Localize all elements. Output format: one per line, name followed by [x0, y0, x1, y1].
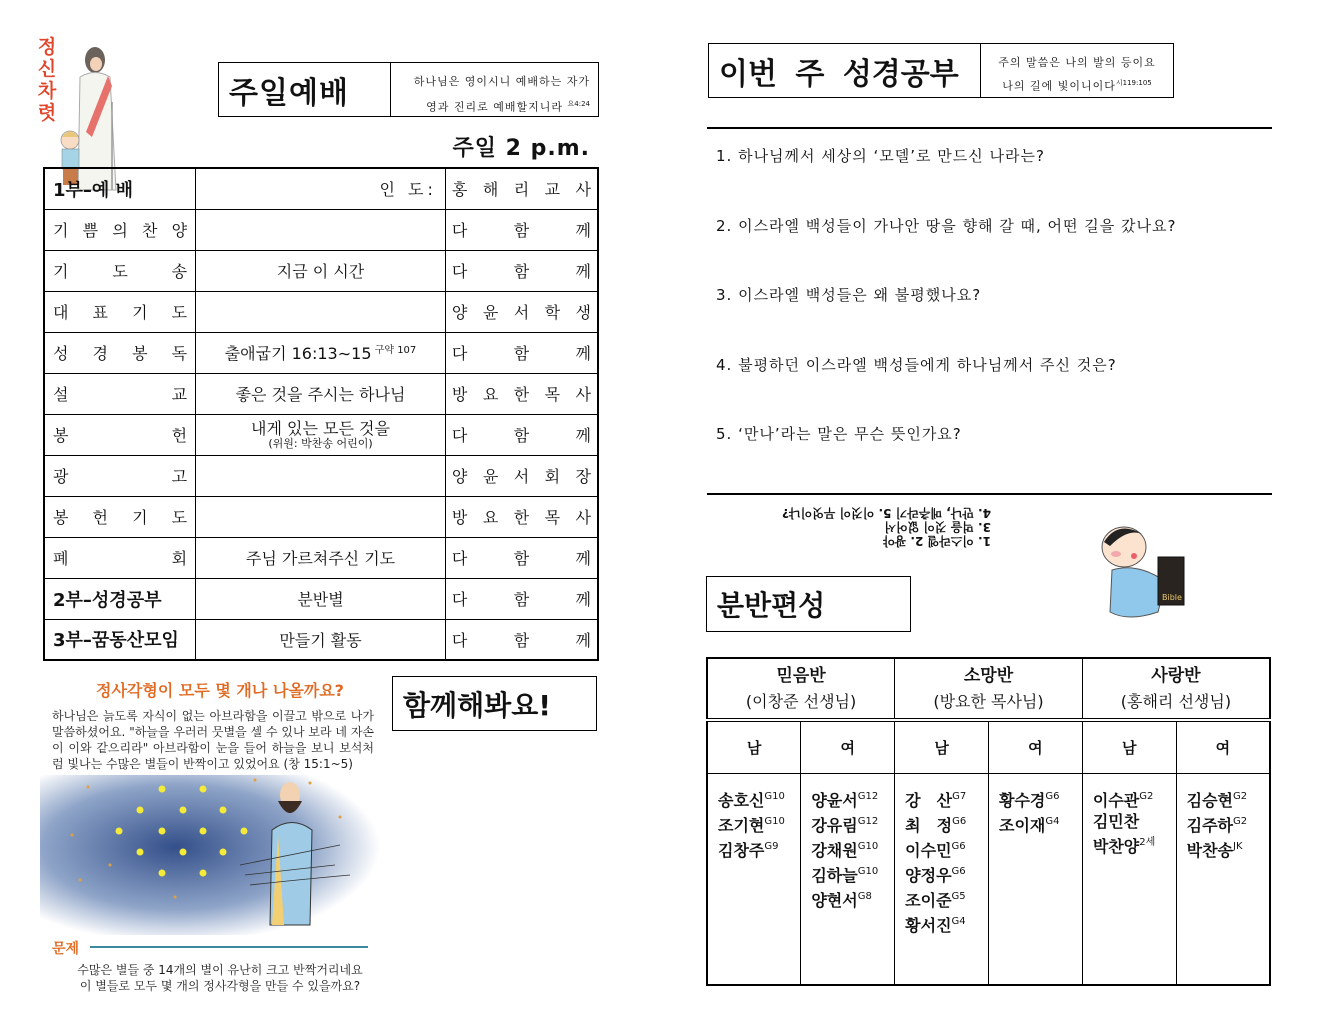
char: 다: [451, 426, 468, 445]
grade: G6: [1045, 790, 1060, 802]
puzzle-title: 정사각형이 모두 몇 개나 나올까요?: [96, 681, 344, 700]
char: 서: [513, 467, 530, 486]
name: 조기현: [718, 815, 765, 835]
char: 교: [171, 385, 188, 404]
char: 함: [513, 221, 530, 240]
order-item-content: [196, 373, 446, 414]
answer-line: 3. 먹을 것이 없어서: [884, 520, 991, 534]
content-text: 지금 이 시간: [276, 262, 365, 281]
order-item-name: [44, 455, 196, 496]
char: 사: [575, 508, 591, 527]
spaced-text: [53, 505, 187, 528]
name: 박찬양: [1092, 836, 1140, 856]
char: 함: [513, 262, 530, 281]
service-time: 주일 2 p.m.: [452, 136, 590, 161]
order-item-content: [196, 168, 446, 209]
order-row: [44, 168, 598, 209]
student-name: [811, 886, 894, 911]
grade: G6: [952, 815, 967, 827]
char: 다: [451, 262, 468, 281]
student-name: [811, 861, 894, 886]
question-item: 2. 이스라엘 백성들이 가나안 땅을 향해 갈 때, 어떤 길을 갔나요?: [716, 216, 1177, 235]
gender-female: 여: [989, 720, 1083, 773]
problem-line2: 이 별들로 모두 몇 개의 정사각형을 만들 수 있을까요?: [79, 979, 361, 993]
order-item-content: [196, 537, 446, 578]
answer-line: 1. 이스라엘 2. 광야: [883, 534, 991, 548]
order-item-leader: [445, 291, 598, 332]
content-ref: 구약 107: [371, 345, 417, 356]
name: 김하늘: [811, 865, 858, 885]
questions-top-divider: [707, 127, 1272, 129]
char: 사: [575, 385, 591, 404]
order-item-leader: [445, 537, 598, 578]
char: 양: [451, 467, 468, 486]
order-item-name: [44, 291, 196, 332]
grade: 2세: [1139, 836, 1156, 848]
spaced-text: [452, 300, 591, 323]
spaced-text: [53, 546, 187, 569]
char: 봉: [53, 508, 69, 527]
gender-male: 남: [895, 720, 989, 773]
char: 다: [451, 630, 468, 650]
char: 목: [544, 508, 561, 527]
char: 요: [482, 508, 499, 527]
student-name: [1187, 811, 1269, 836]
order-item-name: [44, 332, 196, 373]
student-name: [905, 886, 988, 911]
char: 께: [575, 221, 591, 240]
spaced-text: [53, 300, 187, 323]
student-name: [811, 786, 894, 811]
grade: G6: [951, 865, 966, 877]
char: 윤: [482, 467, 499, 486]
name: 김민찬: [1092, 811, 1140, 831]
char: 께: [575, 590, 591, 609]
char: 다: [451, 344, 468, 363]
order-item-leader: [445, 619, 598, 660]
worship-verse-line2: 영과 진리로 예배할지니라: [426, 100, 564, 114]
spaced-text: [452, 341, 591, 364]
content-text: 인 도:: [379, 180, 437, 200]
order-item-content: [196, 414, 446, 455]
gender-male: 남: [1082, 720, 1176, 773]
char: 해: [482, 180, 499, 200]
grade: G10: [764, 790, 785, 802]
study-header: [708, 43, 1174, 98]
order-item-leader: [445, 250, 598, 291]
question-item: 3. 이스라엘 백성들은 왜 불평했나요?: [716, 286, 982, 304]
female-students: [1176, 773, 1270, 985]
name: 강 산: [905, 790, 953, 810]
worship-order-table: [43, 167, 599, 661]
spaced-text: [452, 546, 591, 569]
name: 송호신: [718, 790, 765, 810]
order-item-content: [196, 496, 446, 537]
char: 께: [575, 630, 591, 650]
grade: G12: [857, 815, 879, 827]
char: 독: [171, 344, 188, 363]
order-item-content: [196, 619, 446, 660]
student-name: [999, 786, 1082, 811]
student-name: [999, 811, 1082, 836]
name: 김승현: [1186, 790, 1234, 810]
spaced-text: [53, 341, 187, 364]
class-roster-table: [706, 657, 1271, 986]
order-item-content: [196, 250, 446, 291]
char: 한: [513, 508, 530, 527]
char: 표: [92, 303, 108, 322]
spaced-text: [452, 587, 591, 610]
class-header-row: [707, 658, 1270, 720]
order-item-content: [196, 209, 446, 250]
char: 경: [92, 344, 108, 363]
student-name: [1093, 786, 1176, 811]
grade: G9: [764, 840, 779, 852]
char: 기: [53, 262, 69, 281]
study-verse-line1: 주의 말씀은 나의 발의 등이요: [998, 56, 1156, 69]
student-name: [1187, 786, 1269, 811]
order-row: [44, 373, 598, 414]
student-name: [718, 811, 800, 836]
char: 도: [112, 262, 128, 281]
grade: G2: [1233, 790, 1248, 802]
name: 황서진: [905, 915, 952, 935]
char: 쁨: [82, 221, 99, 240]
order-item-name: [44, 619, 196, 660]
char: 설: [53, 385, 69, 404]
content-text: 출애굽기 16:13∼15: [224, 344, 372, 363]
order-item-name: [44, 168, 196, 209]
gender-female: 여: [801, 720, 895, 773]
boy-reading-bible-illustration: [1088, 512, 1188, 624]
char: 께: [575, 262, 591, 281]
char: 함: [513, 344, 530, 363]
char: 폐: [53, 549, 69, 568]
order-item-name: [44, 250, 196, 291]
answer-line: 4. 만나, 메추라기 5. 이것이 무엇이냐?: [782, 506, 991, 520]
order-section-title: 3부–꿈동산모임: [53, 630, 179, 652]
student-name: [905, 861, 988, 886]
student-name: [905, 786, 988, 811]
char: 교: [544, 180, 561, 200]
questions-bottom-divider: [707, 493, 1272, 495]
student-name: [811, 836, 894, 861]
order-section-title: 1부–예 배: [53, 179, 133, 201]
char: 목: [544, 385, 561, 404]
order-row: [44, 332, 598, 373]
female-students: [801, 773, 895, 985]
gender-male: 남: [707, 720, 801, 773]
study-questions: [716, 145, 1276, 493]
class-header: [895, 658, 1083, 720]
spaced-text: [452, 505, 591, 528]
char: 께: [575, 426, 591, 445]
name: 강유림: [811, 815, 858, 835]
order-row: [44, 537, 598, 578]
worship-title: 주일예배: [219, 63, 391, 116]
char: 다: [451, 221, 468, 240]
grade: G4: [951, 915, 966, 927]
female-students: [989, 773, 1083, 985]
puzzle-text: 하나님은 늙도록 자식이 없는 아브라함을 이끌고 밖으로 나가 말씀하셨어요. "하늘을 우러러 뭇별을 셀 수 있나 보라 네 자손이 이와 같으리라" 아브라함이 눈을 들어 하늘을 보니 보석처럼 빛나는 수많은 별들이 반짝이고 있었어요 (창 15:1~5): [52, 709, 374, 771]
class-teacher: (이창준 선생님): [745, 691, 857, 711]
content-text: 주님 가르쳐주신 기도: [245, 549, 396, 568]
char: 회: [171, 549, 188, 568]
spaced-text: [452, 628, 591, 651]
student-name: [1093, 832, 1176, 857]
male-students: [707, 773, 801, 985]
char: 양: [171, 221, 188, 240]
worship-verse-ref: 요4:24: [567, 100, 590, 108]
problem-divider: [90, 946, 368, 948]
side-title-vertical: 정신차렷: [37, 36, 57, 124]
char: 의: [112, 221, 128, 240]
class-name: 소망반: [963, 665, 1014, 686]
name: 이수관: [1092, 790, 1140, 810]
content-subtext: (위원: 박찬송 어린이): [268, 436, 373, 450]
char: 함: [513, 630, 530, 650]
order-item-name: [44, 209, 196, 250]
char: 함: [513, 590, 530, 609]
grade: JK: [1233, 840, 1243, 852]
student-name: [718, 836, 800, 861]
spaced-text: [53, 259, 187, 282]
class-header: [707, 658, 895, 720]
char: 기: [132, 303, 148, 322]
order-section-title: 2부–성경공부: [53, 589, 162, 611]
char: 헌: [171, 426, 188, 445]
char: 송: [171, 262, 188, 281]
order-row: [44, 578, 598, 619]
question-item: 4. 불평하던 이스라엘 백성들에게 하나님께서 주신 것은?: [716, 355, 1117, 374]
student-name: [1093, 811, 1176, 832]
spaced-text: [53, 218, 187, 241]
study-verse-ref: 시119:105: [1115, 79, 1152, 87]
spaced-text: [452, 382, 591, 405]
char: 헌: [92, 508, 108, 527]
order-item-leader: [445, 578, 598, 619]
grade: G12: [857, 790, 879, 802]
order-row: [44, 455, 598, 496]
char: 도: [171, 303, 188, 322]
char: 다: [451, 549, 468, 568]
class-teacher: (방요한 목사님): [933, 691, 1044, 711]
name: 조이준: [905, 890, 952, 910]
student-name: [1187, 836, 1269, 861]
gender-female: 여: [1176, 720, 1270, 773]
content-text: 만들기 활동: [279, 630, 362, 650]
grade: G10: [857, 865, 879, 877]
grade: G2: [1233, 815, 1248, 827]
student-name: [905, 836, 988, 861]
char: 함: [513, 549, 530, 568]
name: 조이재: [999, 815, 1046, 835]
content-text: 분반별: [297, 590, 344, 609]
spaced-text: [452, 464, 591, 487]
grade: G10: [857, 840, 879, 852]
order-item-content: [196, 455, 446, 496]
grade: G6: [951, 840, 966, 852]
order-row: [44, 291, 598, 332]
order-item-name: [44, 578, 196, 619]
question-item: 1. 하나님께서 세상의 ‘모델’로 만드신 나라는?: [716, 147, 1045, 165]
char: 기: [53, 221, 69, 240]
order-row: [44, 250, 598, 291]
order-row: [44, 414, 598, 455]
char: 기: [132, 508, 148, 527]
order-item-leader: [445, 332, 598, 373]
content-text: 좋은 것을 주시는 하나님: [235, 385, 406, 404]
char: 양: [451, 303, 468, 322]
char: 성: [53, 344, 69, 363]
order-item-name: [44, 496, 196, 537]
char: 광: [53, 467, 69, 486]
class-name: 사랑반: [1151, 665, 1201, 686]
problem-text: [60, 962, 380, 994]
together-title: 함께해봐요!: [392, 676, 597, 731]
name: 강채원: [811, 840, 858, 860]
char: 봉: [53, 426, 69, 445]
char: 윤: [482, 303, 499, 322]
worship-verse-line1: 하나님은 영이시니 예배하는 자가: [413, 75, 590, 88]
name: 김주하: [1186, 815, 1234, 835]
name: 양윤서: [811, 790, 858, 810]
spaced-text: [452, 259, 591, 282]
char: 학: [544, 303, 561, 322]
order-item-content: [196, 578, 446, 619]
problem-label: 문제: [52, 941, 80, 957]
char: 도: [171, 508, 188, 527]
spaced-text: [53, 423, 187, 446]
class-name: 믿음반: [776, 665, 826, 686]
student-name: [905, 911, 988, 936]
class-header: [1082, 658, 1270, 720]
name: 양현서: [811, 890, 858, 910]
name: 양정우: [905, 865, 952, 885]
char: 리: [513, 180, 530, 200]
char: 한: [513, 385, 530, 404]
gender-row: [707, 720, 1270, 773]
name: 이수민: [905, 840, 952, 860]
order-item-name: [44, 537, 196, 578]
problem-line1: 수많은 별들 중 14개의 별이 유난히 크고 반짝거리네요: [77, 963, 363, 977]
student-name: [718, 786, 800, 811]
male-students: [895, 773, 989, 985]
char: 봉: [132, 344, 148, 363]
name: 박찬송: [1186, 840, 1234, 860]
order-item-leader: [445, 373, 598, 414]
name: 김창주: [718, 840, 765, 860]
char: 다: [451, 590, 468, 609]
question-item: 5. ‘만나’라는 말은 무슨 뜻인가요?: [716, 425, 962, 443]
spaced-text: [452, 218, 591, 241]
char: 방: [451, 508, 468, 527]
order-row: [44, 496, 598, 537]
char: 생: [575, 303, 591, 322]
order-row: [44, 209, 598, 250]
name: 황수경: [999, 790, 1046, 810]
grade: G7: [952, 790, 967, 802]
upside-down-answers: [706, 506, 991, 548]
char: 고: [171, 467, 188, 486]
name: 최 정: [905, 815, 953, 835]
study-verse: [981, 44, 1173, 97]
grade: G4: [1045, 815, 1060, 827]
spaced-text: [452, 177, 591, 200]
spaced-text: [452, 423, 591, 446]
order-item-leader: [445, 168, 598, 209]
class-assignment-title: 분반편성: [706, 576, 911, 632]
char: 방: [451, 385, 468, 404]
grade: G10: [764, 815, 785, 827]
abraham-stars-illustration: [40, 775, 380, 945]
char: 장: [575, 467, 591, 486]
char: 홍: [451, 180, 468, 200]
content-text: 내게 있는 모든 것을: [251, 418, 390, 438]
order-item-name: [44, 414, 196, 455]
order-item-content: [196, 291, 446, 332]
male-students: [1082, 773, 1176, 985]
student-name: [811, 811, 894, 836]
order-item-leader: [445, 414, 598, 455]
char: 요: [482, 385, 499, 404]
order-row: [44, 619, 598, 660]
char: 회: [544, 467, 561, 486]
order-item-leader: [445, 209, 598, 250]
student-name: [905, 811, 988, 836]
spaced-text: [53, 382, 187, 405]
grade: G5: [951, 890, 966, 902]
char: 대: [53, 303, 69, 322]
char: 함: [513, 426, 530, 445]
class-teacher: (홍해리 선생님): [1120, 691, 1232, 711]
order-item-name: [44, 373, 196, 414]
grade: G8: [857, 890, 872, 902]
study-verse-line2: 나의 길에 빛이니이다: [1002, 79, 1116, 93]
char: 찬: [141, 221, 158, 240]
char: 사: [575, 180, 591, 200]
order-item-content: [196, 332, 446, 373]
worship-header: [218, 62, 599, 117]
order-item-leader: [445, 455, 598, 496]
student-names-row: [707, 773, 1270, 985]
char: 서: [513, 303, 530, 322]
order-item-leader: [445, 496, 598, 537]
study-title: 이번 주 성경공부: [709, 44, 981, 97]
char: 께: [575, 549, 591, 568]
char: 께: [575, 344, 591, 363]
spaced-text: [53, 464, 187, 487]
svg-text:Bible: Bible: [1162, 593, 1182, 602]
worship-verse: [391, 63, 598, 116]
grade: G2: [1139, 790, 1154, 802]
